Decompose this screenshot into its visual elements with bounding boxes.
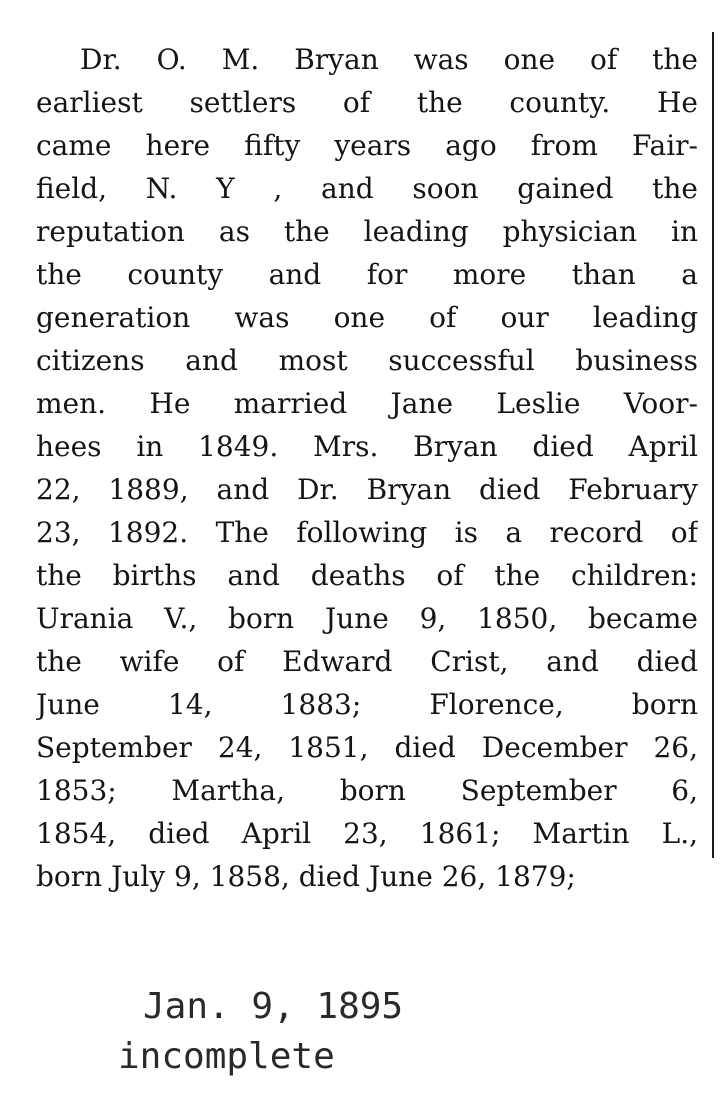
newspaper-clipping [36,38,706,893]
clipping-line: Dr. O. M. Bryan was one of the [80,43,698,76]
clipping-line: men. He married Jane Leslie Voor- [36,387,698,420]
clipping-line: citizens and most successful business [36,344,698,377]
clipping-line: born July 9, 1858, died June 26, 1879; [36,860,576,893]
clipping-line: 23, 1892. The following is a record of [36,516,698,549]
clipping-line: hees in 1849. Mrs. Bryan died April [36,430,698,463]
clipping-line: the births and deaths of the children: [36,559,698,592]
clipping-line: earliest settlers of the county. He [36,86,698,119]
column-rule [712,32,714,858]
annotation-status: incomplete [118,1036,335,1077]
clipping-line: September 24, 1851, died December 26, [36,731,698,764]
clipping-line: 22, 1889, and Dr. Bryan died February [36,473,698,506]
clipping-line: the county and for more than a [36,258,698,291]
clipping-line: the wife of Edward Crist, and died [36,645,698,678]
clipping-line: Urania V., born June 9, 1850, became [36,602,698,635]
clipping-line: 1854, died April 23, 1861; Martin L., [36,817,698,850]
clipping-line: came here fifty years ago from Fair- [36,129,698,162]
annotation-date: Jan. 9, 1895 [143,986,404,1027]
clipping-line: 1853; Martha, born September 6, [36,774,698,807]
clipping-line: generation was one of our leading [36,301,698,334]
clipping-line: reputation as the leading physician in [36,215,698,248]
clipping-line: June 14, 1883; Florence, born [36,688,698,721]
clipping-line: field, N. Y , and soon gained the [36,172,698,205]
